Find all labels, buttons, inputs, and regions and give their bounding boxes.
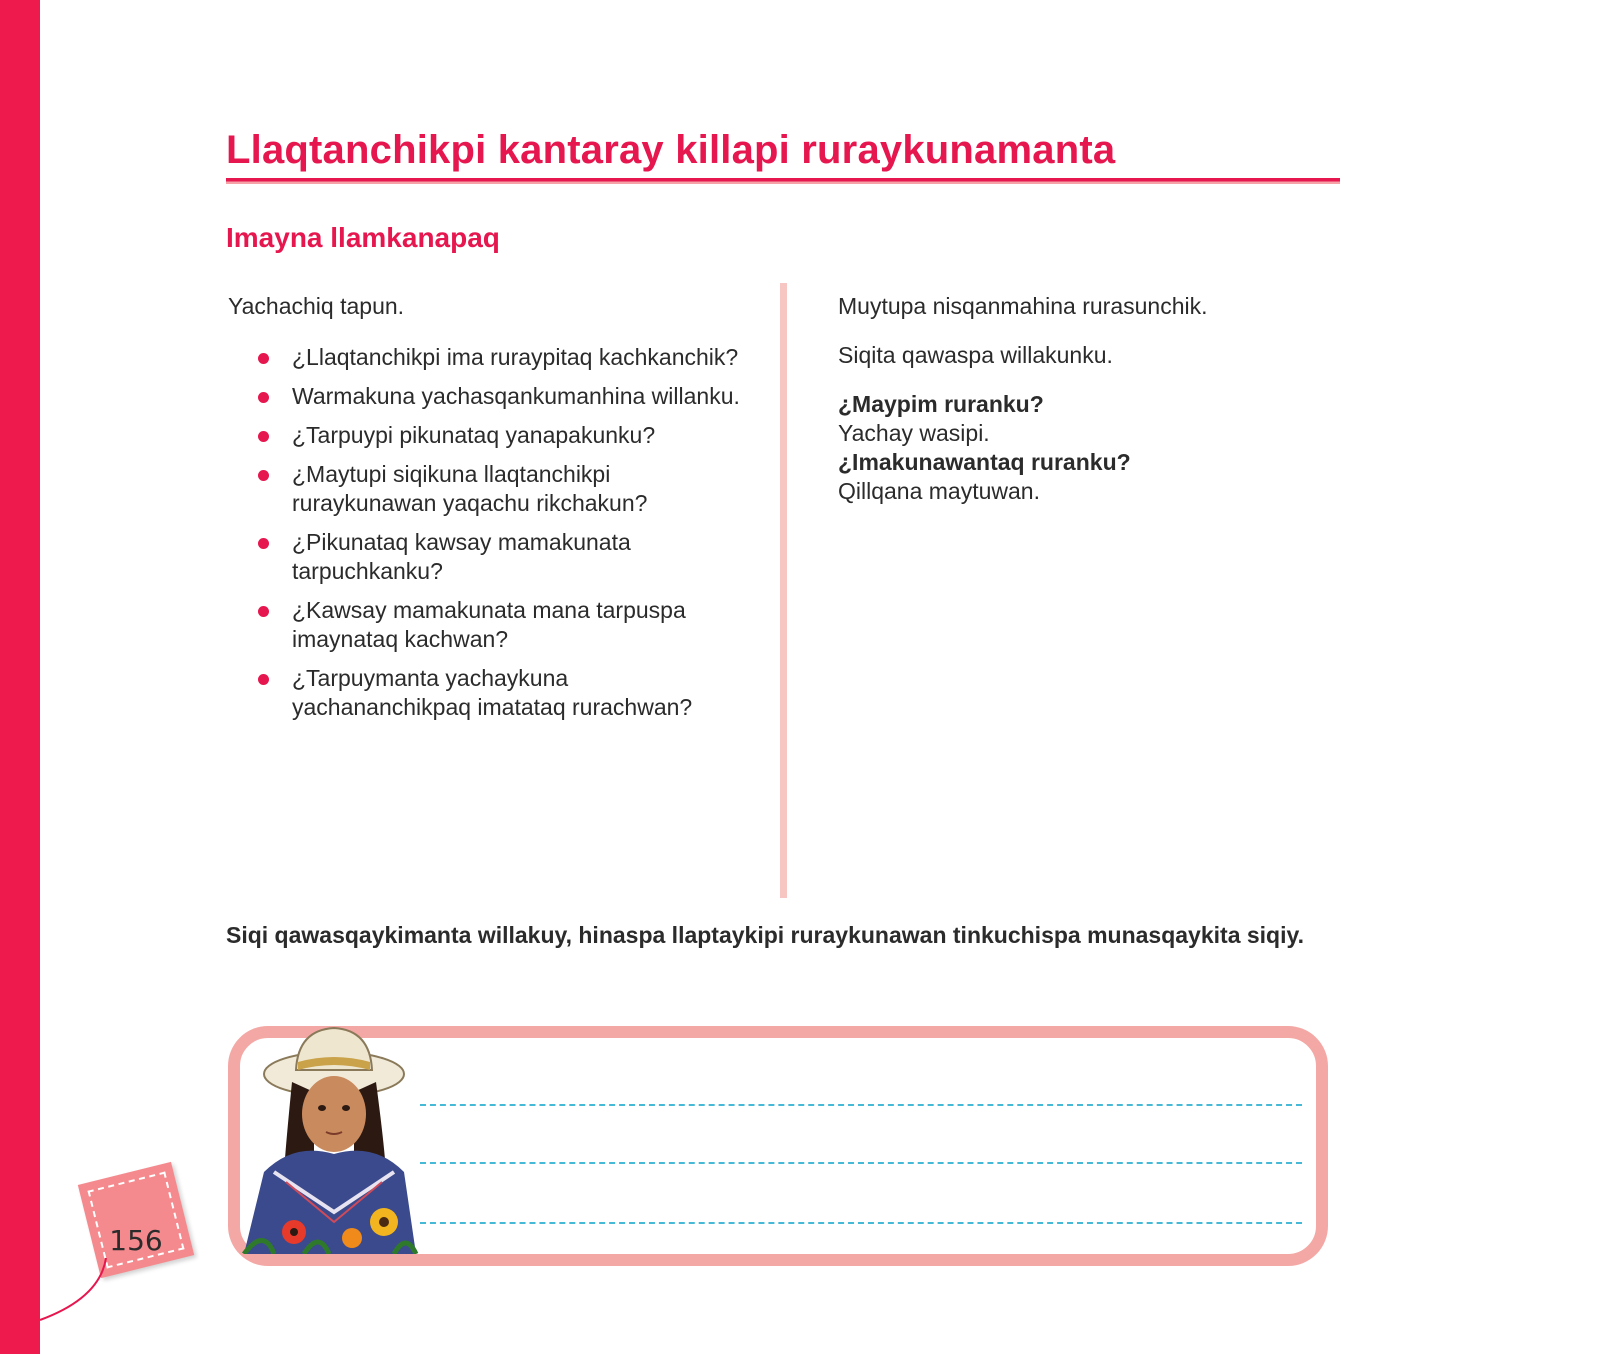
page-number: 156: [109, 1224, 163, 1257]
question-text: ¿Kawsay mamakunata mana tarpuspa imaynataq kachwan?: [292, 597, 686, 652]
list-item: [228, 596, 748, 654]
question-bold: ¿Imakunawantaq ruranku?: [838, 449, 1131, 475]
andean-girl-illustration: [234, 1022, 424, 1254]
task-instruction: Siqi qawasqaykimanta willakuy, hinaspa llaptaykipi ruraykunawan tinkuchispa munasqaykita siqiy.: [226, 922, 1304, 948]
question-text: ¿Tarpuypi pikunataq yanapakunku?: [292, 422, 656, 448]
writing-line[interactable]: [420, 1222, 1302, 1224]
left-column: [228, 292, 748, 732]
title-underline: [226, 178, 1340, 184]
list-item: [228, 382, 748, 411]
section-subtitle: Imayna llamkanapaq: [226, 222, 500, 253]
bullet-icon: [258, 353, 269, 364]
question-heading: [838, 390, 1338, 419]
question-bold: ¿Maypim ruranku?: [838, 391, 1044, 417]
instruction-line: Muytupa nisqanmahina rurasunchik.: [838, 293, 1208, 319]
question-text: ¿Maytupi siqikuna llaqtanchikpi ruraykunawan yaqachu rikchakun?: [292, 461, 648, 516]
column-divider: [780, 283, 787, 898]
question-text: ¿Tarpuymanta yachaykuna yachananchikpaq imatataq rurachwan?: [292, 665, 693, 720]
teacher-intro: Yachachiq tapun.: [228, 293, 405, 319]
list-item: [228, 421, 748, 450]
question-text: ¿Llaqtanchikpi ima ruraypitaq kachkanchik?: [292, 344, 739, 370]
bullet-icon: [258, 538, 269, 549]
writing-line[interactable]: [420, 1104, 1302, 1106]
page-title: Llaqtanchikpi kantaray killapi ruraykunamanta: [226, 128, 1116, 172]
bullet-icon: [258, 470, 269, 481]
bullet-icon: [258, 674, 269, 685]
list-item: [228, 460, 748, 518]
question-heading: [838, 448, 1338, 477]
answer-text: Qillqana maytuwan.: [838, 478, 1040, 504]
kite-string-line: [40, 1258, 140, 1354]
left-color-bar: [0, 0, 40, 1354]
bullet-icon: [258, 431, 269, 442]
right-column: [838, 292, 1338, 506]
instruction-line: Siqita qawaspa willakunku.: [838, 342, 1113, 368]
writing-line[interactable]: [420, 1162, 1302, 1164]
list-item: [228, 343, 748, 372]
list-item: [228, 664, 748, 722]
list-item: [228, 528, 748, 586]
bullet-icon: [258, 606, 269, 617]
bullet-icon: [258, 392, 269, 403]
question-list: [228, 343, 748, 722]
question-text: Warmakuna yachasqankumanhina willanku.: [292, 383, 740, 409]
answer-text: Yachay wasipi.: [838, 420, 990, 446]
question-text: ¿Pikunataq kawsay mamakunata tarpuchkanku?: [292, 529, 631, 584]
